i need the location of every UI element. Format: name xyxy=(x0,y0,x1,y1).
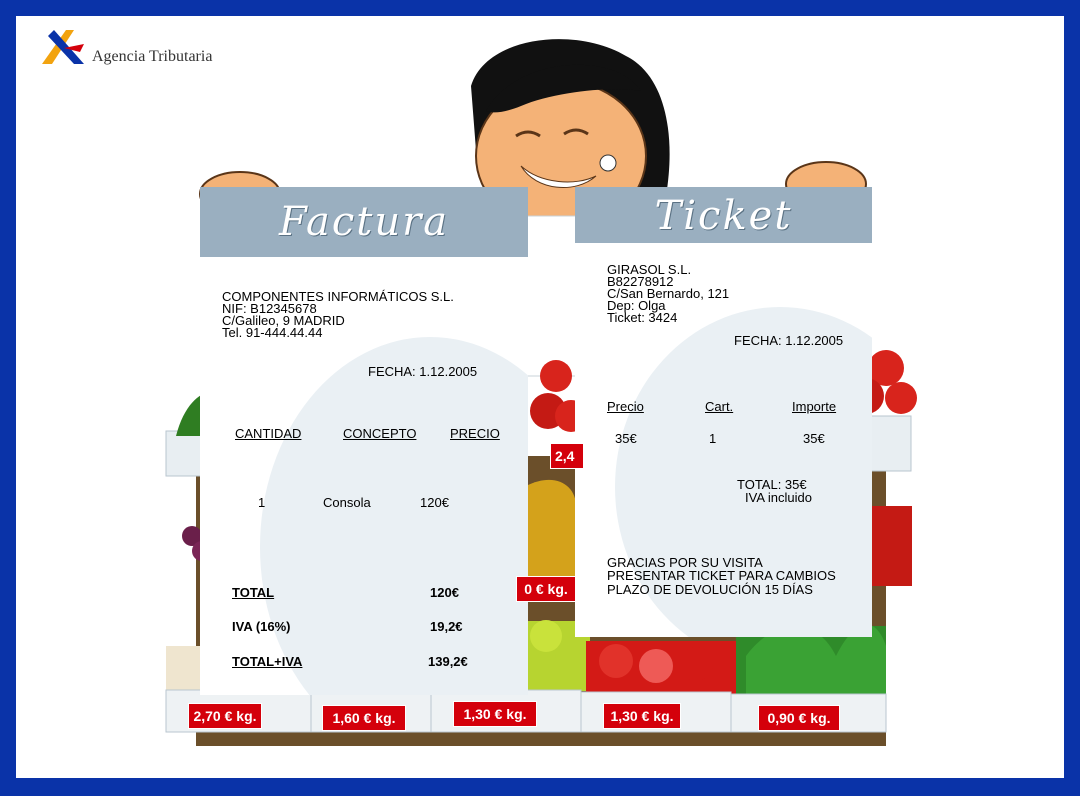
factura-iva-label: IVA (16%) xyxy=(232,619,291,634)
price-tag-3: 1,30 € kg. xyxy=(453,701,537,727)
ticket-dep: Dep: Olga xyxy=(607,298,666,313)
ticket-company: GIRASOL S.L. xyxy=(607,262,692,277)
factura-row-qty: 1 xyxy=(258,495,266,510)
market-stand-illustration xyxy=(16,16,1064,778)
ticket-header-price: Precio xyxy=(607,399,644,414)
ticket-nif: B82278912 xyxy=(607,274,674,289)
factura-header-price: PRECIO xyxy=(450,426,500,441)
factura-total-value: 120€ xyxy=(430,585,459,600)
price-tag-partial-middle: 0 € kg. xyxy=(516,576,576,602)
ticket-total: TOTAL: 35€ xyxy=(737,477,807,492)
factura-header-qty: CANTIDAD xyxy=(235,426,302,441)
ticket-iva-note: IVA incluido xyxy=(745,490,812,505)
price-tag-5: 0,90 € kg. xyxy=(758,705,840,731)
brand-name: Agencia Tributaria xyxy=(92,48,213,65)
factura-date: FECHA: 1.12.2005 xyxy=(368,364,478,379)
factura-title: Factura xyxy=(278,199,450,245)
ticket-title: Ticket xyxy=(654,193,793,239)
ticket-row-amount: 35€ xyxy=(803,431,825,446)
ticket-address: C/San Bernardo, 121 xyxy=(607,286,730,301)
factura-total-iva-value: 139,2€ xyxy=(428,654,468,669)
factura-company: COMPONENTES INFORMÁTICOS S.L. xyxy=(222,289,454,304)
ticket-header-amount: Importe xyxy=(792,399,837,414)
factura-address: C/Galileo, 9 MADRID xyxy=(222,313,345,328)
factura-header xyxy=(200,187,528,257)
ticket-footer-1: GRACIAS POR SU VISITA xyxy=(607,555,763,570)
ticket-footer-2: PRESENTAR TICKET PARA CAMBIOS xyxy=(607,568,836,583)
factura-phone: Tel. 91-444.44.44 xyxy=(222,325,323,340)
factura-swoosh xyxy=(260,337,528,695)
factura-total-label: TOTAL xyxy=(232,585,275,600)
ticket-header xyxy=(575,187,872,243)
canvas-frame xyxy=(16,16,1064,778)
factura-total-iva-label: TOTAL+IVA xyxy=(232,654,303,669)
ticket-header-qty: Cart. xyxy=(705,399,734,414)
price-tag-1: 2,70 € kg. xyxy=(188,703,262,729)
factura-row-price: 120€ xyxy=(420,495,449,510)
ticket-document xyxy=(575,187,872,637)
factura-header-concept: CONCEPTO xyxy=(343,426,417,441)
factura-document xyxy=(200,187,528,695)
factura-nif: NIF: B12345678 xyxy=(222,301,317,316)
ticket-number: Ticket: 3424 xyxy=(607,310,678,325)
price-tag-2: 1,60 € kg. xyxy=(322,705,406,731)
ticket-date: FECHA: 1.12.2005 xyxy=(734,333,844,348)
ticket-row-qty: 1 xyxy=(709,431,717,446)
ticket-row-price: 35€ xyxy=(615,431,637,446)
factura-iva-value: 19,2€ xyxy=(430,619,463,634)
price-tag-4: 1,30 € kg. xyxy=(603,703,681,729)
ticket-footer-3: PLAZO DE DEVOLUCIÓN 15 DÍAS xyxy=(607,582,813,597)
factura-row-concept: Consola xyxy=(323,495,371,510)
price-tag-partial-top: 2,4 xyxy=(550,443,584,469)
